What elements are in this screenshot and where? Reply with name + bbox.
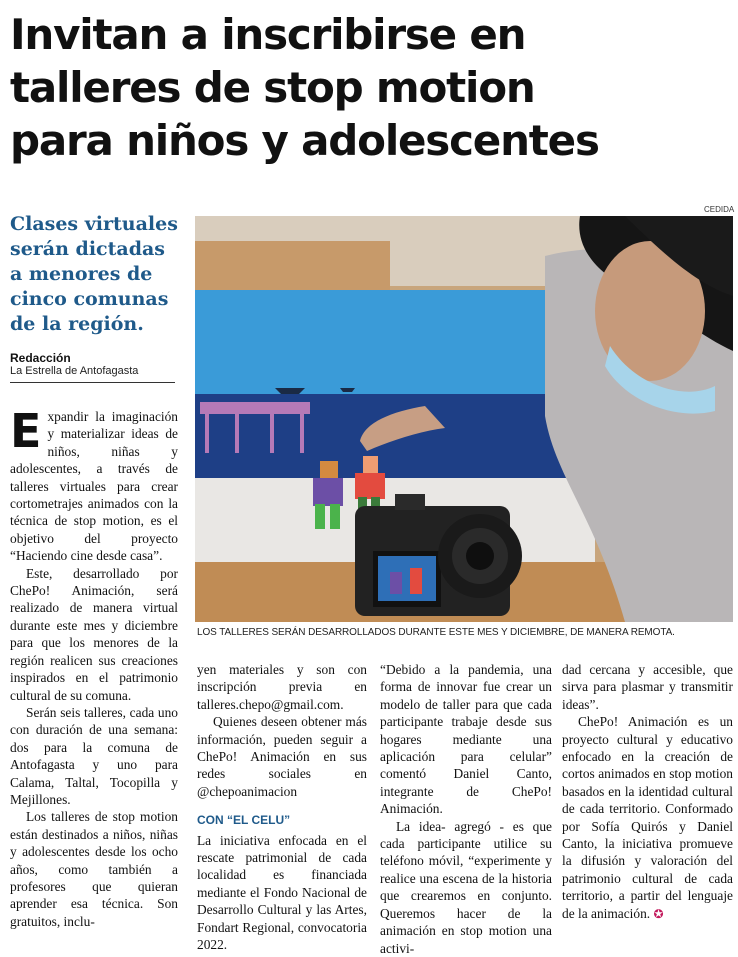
article-paragraph: Los talleres de stop motion están destinados a niños, niñas y adolescentes desde los ocho años, como también a profesores que quieran aprender esa técnica. Son gratuitos, inclu- (10, 809, 178, 929)
headline-line-3: para niños y adolescentes (10, 116, 599, 165)
article-column-1 (10, 404, 178, 930)
article-paragraph: Quienes deseen obtener más información, pueden seguir a ChePo! Animación en sus redes sociales en @chepoanimacion (197, 714, 367, 799)
stop-motion-photo-illustration (195, 216, 733, 622)
article-paragraph: “Debido a la pandemia, una forma de innovar fue crear un modelo de taller para que cada participante trabaje desde sus hogares mediante una aplicación para celular” comentó Daniel Canto, integrante de ChePo! Animación. (380, 662, 552, 817)
article-paragraph (10, 404, 178, 565)
article-paragraph: La iniciativa enfocada en el rescate patrimonial de cada localidad es financiada mediante el Fondo Nacional de Desarrollo Cultural y las Artes, Fondart Regional, convocatoria 2022. (197, 832, 367, 953)
headline-line-1: Invitan a inscribirse en (10, 10, 526, 59)
paragraph-text: ChePo! Animación es un proyecto cultural y educativo enfocado en la creación de cortos animados en stop motion basados en la identidad cultural de cada territorio. Conformado por Sofía Quirós y Daniel Canto, la iniciativa promueve la difusión y valoración del patrimonio cultural de cada territorio, a partir del lenguaje de la animación. (562, 714, 733, 921)
byline-organization: La Estrella de Antofagasta (10, 365, 139, 377)
article-column-2 (197, 661, 367, 954)
article-paragraph: La idea- agregó - es que cada participante utilice su teléfono móvil, “experimente y realice una escena de la historia que crearemos en conjunto. Queremos hacer de la animación en stop motion una activi- (380, 818, 552, 956)
section-heading: CON “EL CELU” (197, 813, 291, 828)
headline (10, 8, 730, 167)
drop-cap: E (10, 404, 42, 458)
end-mark-icon: ✪ (653, 906, 664, 921)
subheadline: Clases virtuales serán dictadas a menores de cinco comunas de la región. (10, 213, 178, 335)
photo-credit: CEDIDA (704, 205, 735, 214)
headline-line-2: talleres de stop motion (10, 63, 535, 112)
article-column-3 (380, 661, 552, 957)
article-photo (195, 216, 733, 622)
article-column-4 (562, 661, 733, 923)
photo-caption: LOS TALLERES SERÁN DESARROLLADOS DURANTE ESTE MES Y DICIEMBRE, DE MANERA REMOTA. (197, 627, 675, 638)
byline-author: Redacción (10, 351, 71, 365)
article-paragraph: Serán seis talleres, cada uno con duración de una semana: dos para la comuna de Antofagasta y uno para Calama, Taltal, Tocopilla y Mejillones. (10, 704, 178, 807)
article-paragraph (562, 713, 733, 923)
paragraph-text: xpandir la imaginación y materializar ideas de niños, niñas y adolescentes, a través de talleres virtuales para crear cortometrajes animados con la técnica de stop motion, es el objetivo del proyecto “Haciendo cine desde casa”. (10, 409, 178, 564)
article-paragraph: dad cercana y accesible, que sirva para plasmar y transmitir ideas”. (562, 662, 733, 712)
article-paragraph: Este, desarrollado por ChePo! Animación, será realizado de manera virtual durante este mes y diciembre para que los menores de la región realicen sus creaciones inspirados en el patrimonio cultural de su comuna. (10, 565, 178, 703)
article-paragraph: yen materiales y son con inscripción previa en talleres.chepo@gmail.com. (197, 662, 367, 712)
byline-divider (10, 382, 175, 383)
